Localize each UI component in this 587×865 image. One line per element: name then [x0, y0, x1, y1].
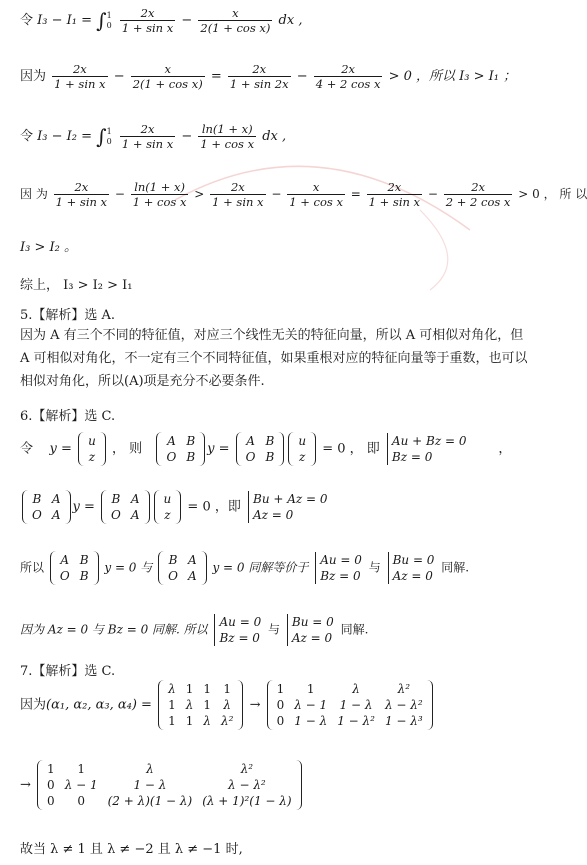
section-7-line-2: → 1 1 λ λ² 0 λ − 1 1 − λ λ − λ² 0 0 (2 + λ)(1 − λ) (λ + 1)²(1 − λ): [20, 760, 304, 810]
section-6-line-1: 令 y = u z ， 则 A B O B y = A B O B u z = 0 ， 即 Au + Bz = 0 Bz = 0 ，: [20, 434, 512, 464]
section-7-heading: 7.【解析】选 C.: [20, 664, 116, 679]
summary-line: 综上， I₃ > I₂ > I₁: [20, 278, 133, 293]
system-1: Au + Bz = 0 Bz = 0: [387, 433, 467, 465]
integral-sign: ∫: [96, 8, 107, 33]
inequality-i3-gt-i2: 因 为 $\frac{2x}{\text{1 + sin x}}$ − $\frac{\ln(1 + x)}{\text{1 + cos x}}$ > $\frac{2x}{\text{1 + sin x}}$ − $\frac{x}{\text{1 + cos x}}$ = $\frac{2x}{\text{1 + sin x}}$ − $\frac{2x}{\text{2 + 2 cos x}}$ > 0 ， 所 以: [20, 180, 587, 209]
matrix-ba-2: B A O A: [101, 490, 150, 524]
section-6-heading: 6.【解析】选 C.: [20, 409, 116, 424]
matrix-step-3: 1 1 λ λ² 0 λ − 1 1 − λ λ − λ² 0 0 (2 + λ)(1 − λ) (λ + 1)²(1 − λ): [37, 760, 302, 810]
vector-uz: u z: [78, 432, 106, 466]
section-7-conclusion: 故当 λ ≠ 1 且 λ ≠ −2 且 λ ≠ −1 时,: [20, 842, 243, 857]
system-3: Au = 0 Bz = 0: [315, 552, 362, 584]
system-5: Au = 0 Bz = 0: [214, 614, 261, 646]
section-7-line-1: 因为(α₁, α₂, α₃, α₄) = λ 1 1 1 1 λ 1 λ 1 1 λ λ² → 1 1 λ λ² 0 λ − 1 1 − λ λ − λ² 0 1 − λ 1 − λ² 1 − λ³: [20, 680, 435, 730]
section-5-body: 因为 A 有三个不同的特征值，对应三个线性无关的特征向量，所以 A 可相似对角化，但 A 可相似对角化，不一定有三个不同特征值，如果重根对应的特征向量等于重数，也可以相似对角化，所以(A)项是充分不必要条件.: [20, 328, 528, 389]
equation-i3-minus-i2: 令 I₃ − I₂ = ∫1 0 $\frac{2x}{\text{1 + sin x}}$ − $\frac{\ln(1 + x)}{\text{1 + cos x}}$ dx ,: [20, 122, 287, 151]
conclusion-i3-gt-i2: I₃ > I₂ 。: [20, 240, 77, 255]
matrix-ba: B A O A: [22, 490, 71, 524]
system-2: Bu + Az = 0 Az = 0: [248, 491, 328, 523]
section-6-line-3: 所以 A B O B y = 0 与 B A O A y = 0 同解等价于 Au = 0 Bz = 0 与 Bu = 0 Az = 0 同解.: [20, 553, 470, 583]
integral-sign: ∫: [96, 124, 107, 149]
equation-i3-minus-i1: 令 I₃ − I₁ = ∫1 0 $\frac{2x}{\text{1 + sin x}}$ − $\frac{x}{\text{2(1 + cos x)}}$ dx ,: [20, 6, 303, 35]
section-5-heading: 5.【解析】选 A.: [20, 308, 116, 323]
section-6-line-4: 因为 Az = 0 与 Bz = 0 同解. 所以 Au = 0 Bz = 0 与 Bu = 0 Az = 0 同解.: [20, 615, 369, 645]
system-4: Bu = 0 Az = 0: [388, 552, 435, 584]
matrix-alpha: λ 1 1 1 1 λ 1 λ 1 1 λ λ²: [158, 680, 243, 730]
system-6: Bu = 0 Az = 0: [287, 614, 334, 646]
matrix-ab-2: A B O B: [236, 432, 285, 466]
matrix-step-2: 1 1 λ λ² 0 λ − 1 1 − λ λ − λ² 0 1 − λ 1 − λ² 1 − λ³: [267, 680, 433, 730]
section-6-line-2: B A O A y = B A O A u z = 0 ，即 Bu + Az = 0 Az = 0: [20, 490, 331, 524]
inequality-i3-gt-i1: 因为 $\frac{2x}{\text{1 + sin x}}$ − $\frac{x}{\text{2(1 + cos x)}}$ = $\frac{2x}{1 + \sin 2x}$ − $\frac{2x}{\text{4 + 2 cos x}}$ > 0 ，所以 I₃ > I₁ ；: [20, 62, 517, 91]
matrix-ab: A B O B: [156, 432, 205, 466]
